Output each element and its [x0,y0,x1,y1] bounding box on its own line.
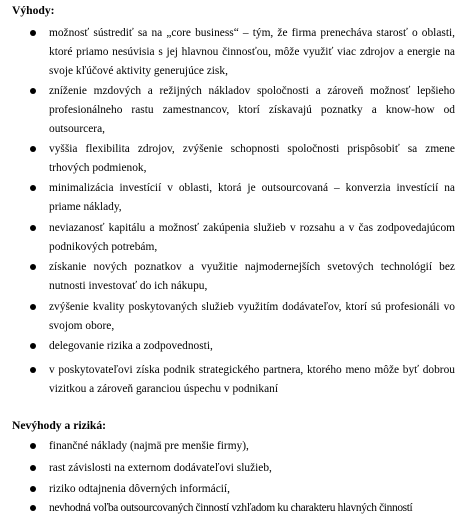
disadvantage-item-4: nevhodná voľba outsourcovaných činností vzhľadom ku charakteru hlavných činností [49,502,413,514]
bullet-icon [30,343,36,349]
advantage-item-5: neviazanosť kapitálu a možnosť zakúpenia služieb v rozsahu a v čas zodpovedajúcom podnikových potrebám, [49,222,455,253]
bullet-icon [30,185,36,191]
advantage-item-8: delegovanie rizika a zodpovednosti, [49,340,213,352]
advantage-item-7: zvýšenie kvality poskytovaných služieb využitím dodávateľov, ktorí sú profesionáli vo svojom obore, [49,301,455,332]
disadvantage-item-3: riziko odtajnenia dôverných informácií, [49,483,230,495]
advantage-item-4: minimalizácia investícií v oblasti, ktorá je outsourcovaná – konverzia investícií na priame náklady, [49,182,455,213]
bullet-icon [30,465,36,471]
bullet-icon [30,264,36,270]
bullet-icon [30,443,36,449]
advantage-item-1: možnosť sústrediť sa na „core business“ – tým, že firma prenecháva starosť o oblasti, ktoré priamo nesúvisia s jej hlavnou činnosťou, môže využiť viac zdrojov a energie na svoje kľúčové aktivity generujúce zisk, [49,27,455,77]
advantage-item-3: vyššia flexibilita zdrojov, zvýšenie schopnosti spoločnosti prispôsobiť sa zmene trhových podmienok, [49,143,455,174]
bullet-icon [30,88,36,94]
advantage-item-2: zníženie mzdových a režijných nákladov spoločnosti a zároveň možnosť lepšieho profesionálneho rastu zamestnancov, ktorí získavajú poznatky a know-how od outsourcera, [49,85,455,135]
bullet-icon [30,505,36,511]
advantage-item-9: v poskytovateľovi získa podnik strategického partnera, ktorého meno môže byť dobrou vizitkou a zároveň garanciou úspechu v podnikaní [49,364,455,395]
disadvantages-heading: Nevýhody a riziká: [12,419,107,432]
bullet-icon [30,30,36,36]
bullet-icon [30,304,36,310]
bullet-icon [30,486,36,492]
disadvantage-item-1: finančné náklady (najmä pre menšie firmy), [49,440,249,452]
bullet-icon [30,367,36,373]
advantages-heading: Výhody: [12,4,55,17]
bullet-icon [30,146,36,152]
disadvantage-item-2: rast závislosti na externom dodávateľovi služieb, [49,462,272,474]
advantage-item-6: získanie nových poznatkov a využitie najmodernejších svetových technológií bez nutnosti investovať do ich nákupu, [49,261,455,292]
bullet-icon [30,225,36,231]
